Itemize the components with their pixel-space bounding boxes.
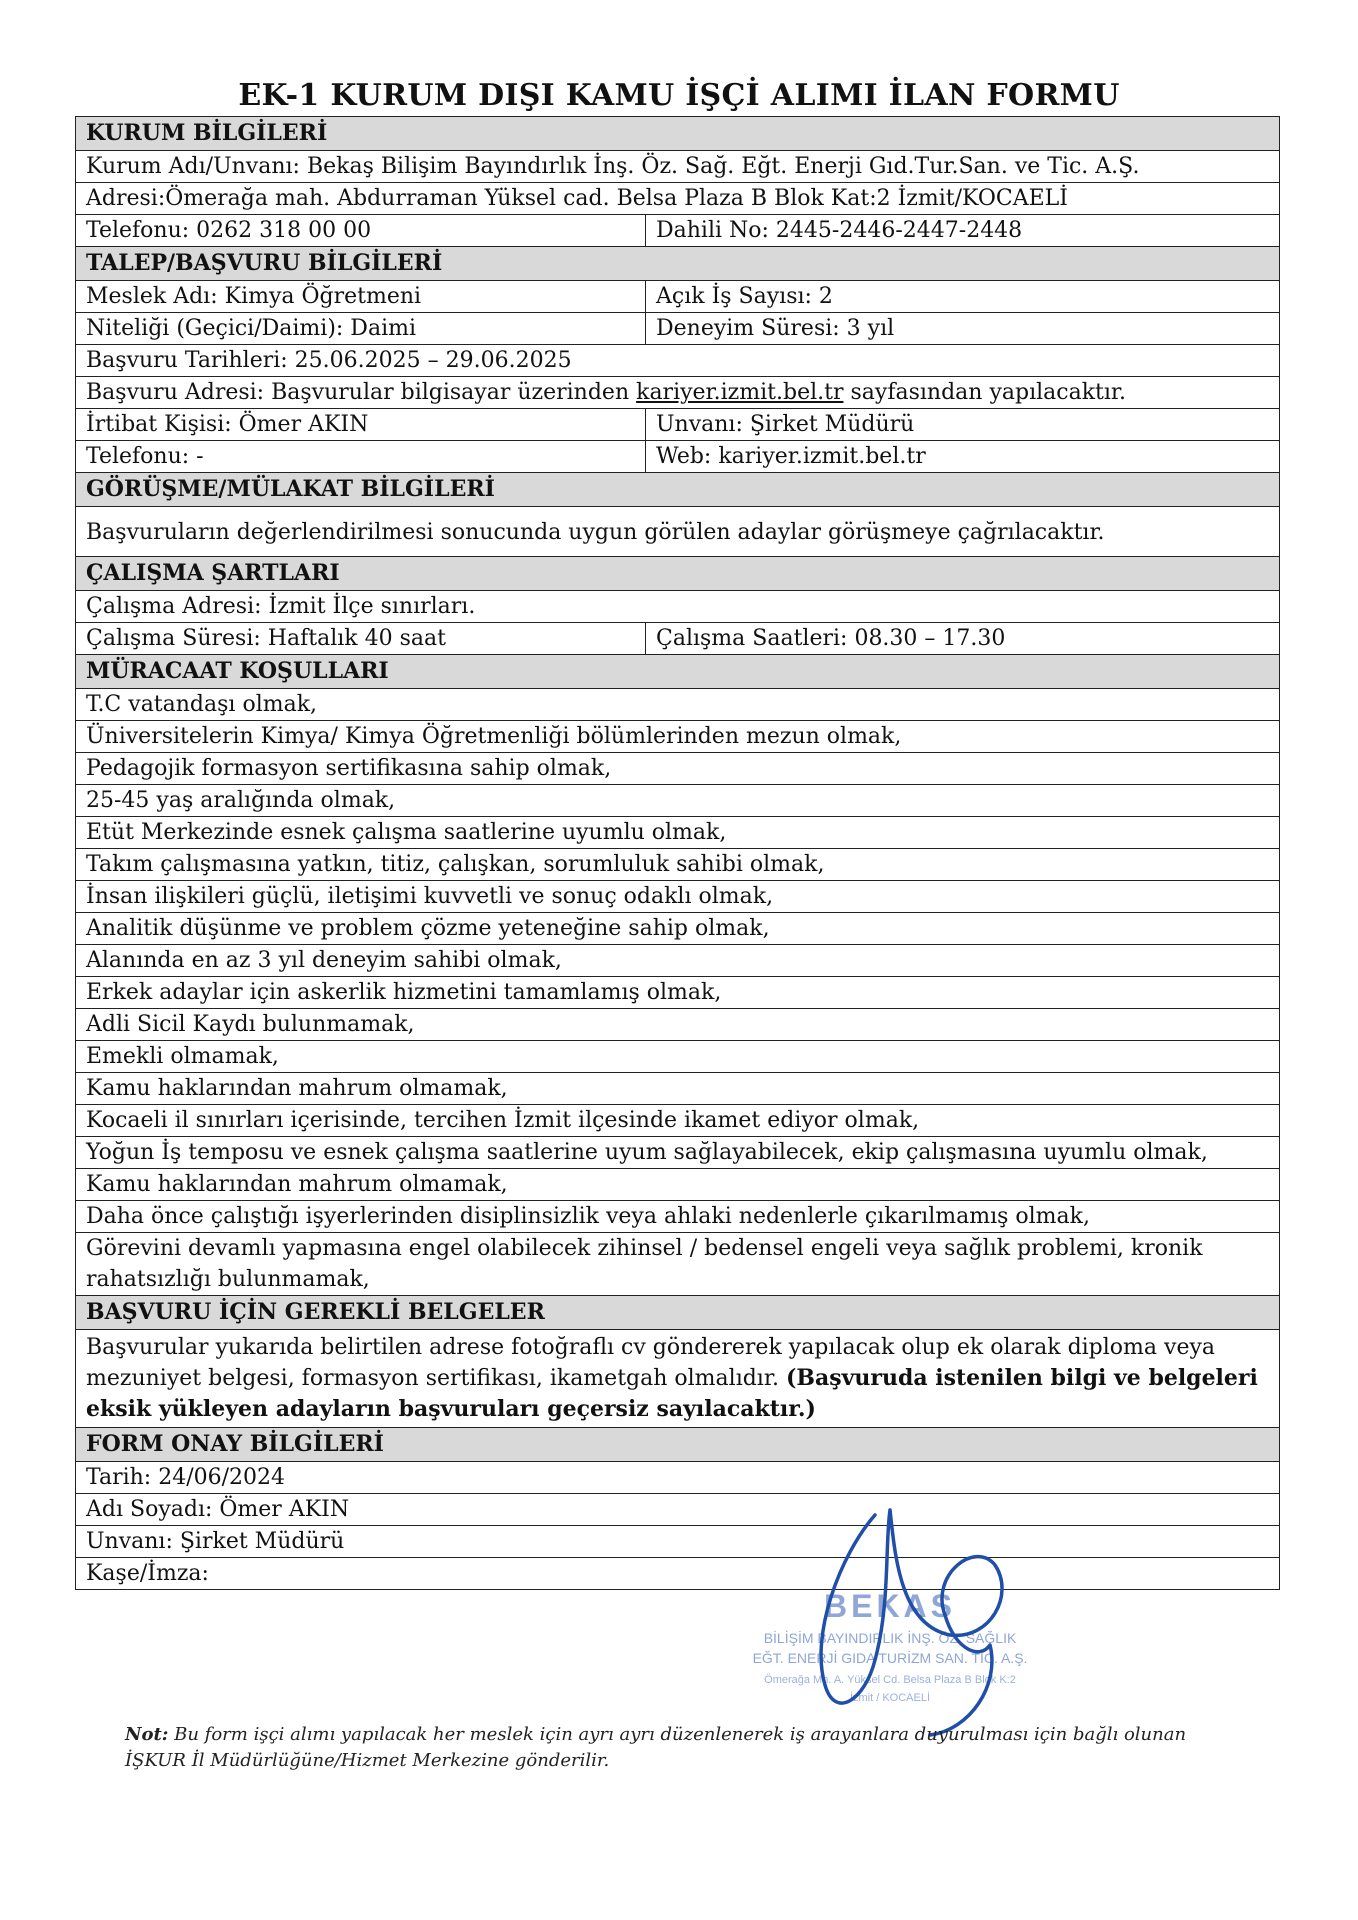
muracaat-item-text: Takım çalışmasına yatkın, titiz, çalışkan, sorumluluk sahibi olmak, [86,852,825,877]
row-onay-kase [75,1558,1280,1590]
muracaat-item [75,881,1280,913]
calisma-adresi: Çalışma Adresi: İzmit İlçe sınırları. [86,594,476,619]
stamp-line4: İzmit / KOCAELİ [849,1692,931,1704]
onay-adi-soyadi: Adı Soyadı: Ömer AKIN [86,1497,350,1522]
row-onay-unvan [75,1526,1280,1558]
muracaat-item [75,945,1280,977]
web-adresi: Web: kariyer.izmit.bel.tr [656,444,926,469]
note-label: Not: [125,1724,169,1745]
muracaat-list [75,689,1280,1296]
muracaat-item [75,1041,1280,1073]
muracaat-item-text: Etüt Merkezinde esnek çalışma saatlerine uyumlu olmak, [86,820,727,845]
section-header-muracaat: MÜRACAAT KOŞULLARI [75,655,1280,689]
section-header-calisma: ÇALIŞMA ŞARTLARI [75,557,1280,591]
muracaat-item [75,817,1280,849]
row-kurum-adres [75,183,1280,215]
muracaat-item-text: Kamu haklarından mahrum olmamak, [86,1172,508,1197]
belgeler-warning: (Başvuruda istenilen bilgi ve belgeleri eksik yükleyen adayların başvuruları geçersiz sayılacaktır.) [86,1365,1258,1422]
muracaat-item [75,1201,1280,1233]
footnote [125,1722,1245,1774]
muracaat-item-text: Kocaeli il sınırları içerisinde, tercihen İzmit ilçesinde ikamet ediyor olmak, [86,1108,920,1133]
announcement-form [75,116,1280,1590]
muracaat-item-text: Daha önce çalıştığı işyerlerinden disiplinsizlik veya ahlaki nedenlerle çıkarılmamış olmak, [86,1204,1090,1229]
section-header-gorusme: GÖRÜŞME/MÜLAKAT BİLGİLERİ [75,473,1280,507]
belgeler-text: Başvurular yukarıda belirtilen adrese fotoğraflı cv göndererek yapılacak olup ek olarak diploma veya mezuniyet belgesi, formasyon sertifikası, ikametgah olmalıdır. (Başvuruda istenilen bilgi ve belgeleri eksik yükleyen adayların başvuruları geçersiz sayılacaktır.) [86,1335,1258,1422]
deneyim-suresi: Deneyim Süresi: 3 yıl [656,316,895,341]
muracaat-item [75,977,1280,1009]
row-onay-tarih [75,1462,1280,1494]
row-kurum-telefon [75,215,1280,247]
row-kurum-adi [75,151,1280,183]
muracaat-item [75,721,1280,753]
note-text: Bu form işçi alımı yapılacak her meslek için ayrı ayrı düzenlenerek iş arayanlara duyurulması için bağlı olunan İŞKUR İl Müdürlüğüne/Hizmet Merkezine gönderilir. [125,1724,1187,1771]
muracaat-item [75,785,1280,817]
row-irtibat-telefon [75,441,1280,473]
stamp-brand: BEKAS [823,1588,957,1624]
muracaat-item-text: İnsan ilişkileri güçlü, iletişimi kuvvetli ve sonuç odaklı olmak, [86,884,774,909]
basvuru-adresi: Başvuru Adresi: Başvurular bilgisayar üzerinden kariyer.izmit.bel.tr sayfasından yapılacaktır. [86,380,1126,405]
signature [780,1485,1080,1745]
calisma-suresi: Çalışma Süresi: Haftalık 40 saat [76,623,646,654]
stamp-line3: Ömerağa Mh. A. Yüksel Cd. Belsa Plaza B Blok K:2 [764,1674,1016,1686]
muracaat-item [75,689,1280,721]
row-onay-adi [75,1494,1280,1526]
muracaat-item [75,753,1280,785]
kariyer-link[interactable]: kariyer.izmit.bel.tr [636,380,844,405]
muracaat-item-text: Erkek adaylar için askerlik hizmetini tamamlamış olmak, [86,980,722,1005]
muracaat-item-text: Alanında en az 3 yıl deneyim sahibi olmak, [86,948,562,973]
muracaat-item-text: Üniversitelerin Kimya/ Kimya Öğretmenliği bölümlerinden mezun olmak, [86,724,902,749]
onay-unvan: Unvanı: Şirket Müdürü [86,1529,345,1554]
kurum-adi: Kurum Adı/Unvanı: Bekaş Bilişim Bayındırlık İnş. Öz. Sağ. Eğt. Enerji Gıd.Tur.San. ve Tic. A.Ş. [86,154,1140,179]
calisma-saatleri: Çalışma Saatleri: 08.30 – 17.30 [656,626,1006,651]
muracaat-item-text: Pedagojik formasyon sertifikasına sahip olmak, [86,756,612,781]
onay-kase-imza: Kaşe/İmza: [86,1561,209,1586]
gorusme-text: Başvuruların değerlendirilmesi sonucunda uygun görülen adaylar görüşmeye çağrılacaktır. [86,520,1105,545]
row-gorusme [75,507,1280,557]
irtibat-kisisi: İrtibat Kişisi: Ömer AKIN [76,409,646,440]
row-basvuru-adresi [75,377,1280,409]
muracaat-item [75,1105,1280,1137]
irtibat-unvan: Unvanı: Şirket Müdürü [656,412,915,437]
irtibat-telefon: Telefonu: - [76,441,646,472]
muracaat-item [75,1009,1280,1041]
acik-is-sayisi: Açık İş Sayısı: 2 [656,284,833,309]
row-calisma-suresi [75,623,1280,655]
muracaat-item [75,1233,1280,1296]
stamp-line2: EĞT. ENERJİ GIDA TURİZM SAN. TİC. A.Ş. [752,1650,1028,1666]
row-basvuru-tarihleri [75,345,1280,377]
onay-tarih: Tarih: 24/06/2024 [86,1465,286,1490]
muracaat-item-text: 25-45 yaş aralığında olmak, [86,788,396,813]
form-title: EK-1 KURUM DIŞI KAMU İŞÇİ ALIMI İLAN FORMU [238,78,1120,113]
row-calisma-adresi [75,591,1280,623]
muracaat-item-text: Kamu haklarından mahrum olmamak, [86,1076,508,1101]
meslek-adi: Meslek Adı: Kimya Öğretmeni [76,281,646,312]
section-header-kurum: KURUM BİLGİLERİ [75,116,1280,151]
row-irtibat [75,409,1280,441]
muracaat-item [75,1169,1280,1201]
muracaat-item-text: Analitik düşünme ve problem çözme yeteneğine sahip olmak, [86,916,770,941]
muracaat-item-text: T.C vatandaşı olmak, [86,692,318,717]
muracaat-item-text: Yoğun İş temposu ve esnek çalışma saatlerine uyum sağlayabilecek, ekip çalışmasına uyumlu olmak, [86,1140,1208,1165]
kurum-dahili: Dahili No: 2445-2446-2447-2448 [656,218,1023,243]
section-header-belgeler: BAŞVURU İÇİN GEREKLİ BELGELER [75,1296,1280,1330]
nitelik: Niteliği (Geçici/Daimi): Daimi [76,313,646,344]
muracaat-item [75,1073,1280,1105]
section-header-onay: FORM ONAY BİLGİLERİ [75,1428,1280,1462]
muracaat-item [75,849,1280,881]
kurum-adres: Adresi:Ömerağa mah. Abdurraman Yüksel cad. Belsa Plaza B Blok Kat:2 İzmit/KOCAELİ [86,186,1068,211]
section-header-talep: TALEP/BAŞVURU BİLGİLERİ [75,247,1280,281]
muracaat-item [75,913,1280,945]
basvuru-tarihleri: Başvuru Tarihleri: 25.06.2025 – 29.06.2025 [86,348,572,373]
muracaat-item [75,1137,1280,1169]
row-belgeler [75,1330,1280,1428]
kurum-telefon: Telefonu: 0262 318 00 00 [76,215,646,246]
muracaat-item-text: Adli Sicil Kaydı bulunmamak, [86,1012,415,1037]
muracaat-item-text: Görevini devamlı yapmasına engel olabilecek zihinsel / bedensel engeli veya sağlık problemi, kronik rahatsızlığı bulunmamak, [86,1236,1203,1292]
row-nitelik [75,313,1280,345]
row-meslek [75,281,1280,313]
muracaat-item-text: Emekli olmamak, [86,1044,279,1069]
stamp-line1: BİLİŞİM BAYINDIRLIK İNŞ. ÖZ. SAĞLIK [763,1630,1017,1646]
